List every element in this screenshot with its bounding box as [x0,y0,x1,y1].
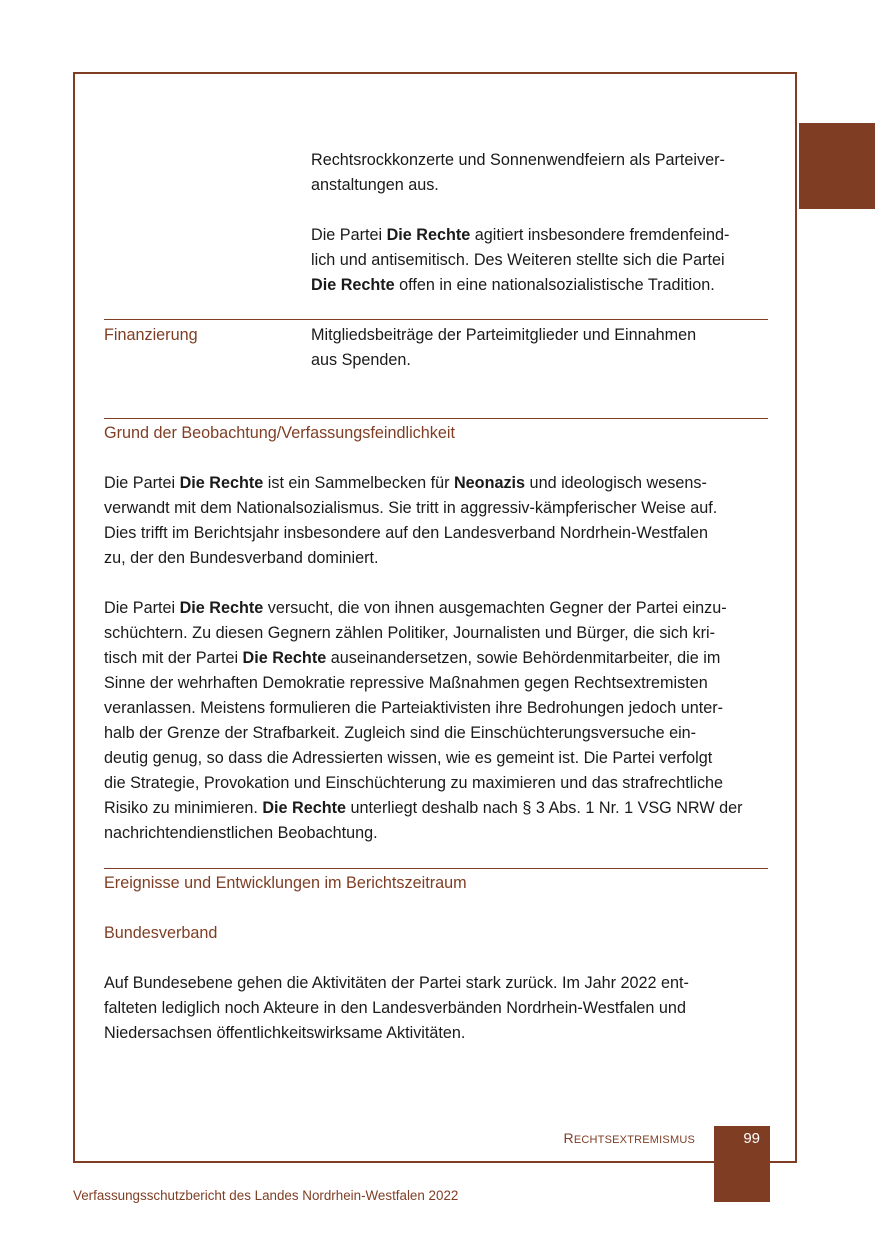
financing-label: Finanzierung [104,326,198,344]
text-span: Risiko zu minimieren. [104,799,263,817]
party-name: Die Rechte [179,474,264,492]
party-name: Die Rechte [386,226,471,244]
divider [104,319,768,320]
page-number: 99 [743,1130,760,1147]
text-span: agitiert insbesondere fremdenfeind- [470,226,730,244]
text-span: ist ein Sammelbecken für [263,474,454,492]
text-span: Die Partei [104,474,180,492]
publication-title: Verfassungsschutzbericht des Landes Nordrhein-Westfalen 2022 [73,1188,459,1203]
text-line: deutig genug, so dass die Adressierten wissen, wie es gemeint ist. Die Partei verfolgt [104,749,713,767]
upper-paragraph-2 [311,223,768,298]
text-span: unterliegt deshalb nach § 3 Abs. 1 Nr. 1 VSG NRW der [346,799,743,817]
text-line: anstaltungen aus. [311,176,439,194]
section-initial: R [563,1130,574,1146]
party-name: Die Rechte [262,799,346,817]
text-line: Sinne der wehrhaften Demokratie repressive Maßnahmen gegen Rechtsextremisten [104,674,708,692]
text-line: falteten lediglich noch Akteure in den Landesverbänden Nordrhein-Westfalen und [104,999,686,1017]
text-line: Auf Bundesebene gehen die Aktivitäten der Partei stark zurück. Im Jahr 2022 ent- [104,974,689,992]
text-line: aus Spenden. [311,351,411,369]
text-line: nachrichtendienstlichen Beobachtung. [104,824,378,842]
section-rest: ECHTSEXTREMISMUS [573,1134,695,1146]
text-span: tisch mit der Partei [104,649,243,667]
running-footer-section [564,1130,695,1146]
emphasis: Neonazis [453,474,526,492]
financing-value [311,323,768,373]
text-line: Mitgliedsbeiträge der Parteimitglieder und Einnahmen [311,326,697,344]
text-line: schüchtern. Zu diesen Gegnern zählen Politiker, Journalisten und Bürger, die sich kri- [104,624,715,642]
upper-paragraph-1 [311,148,768,198]
text-span: versucht, die von ihnen ausgemachten Gegner der Partei einzu- [263,599,727,617]
text-span: Die Partei [311,226,387,244]
text-span: auseinandersetzen, sowie Behördenmitarbeiter, die im [326,649,721,667]
observation-paragraph-2 [104,596,768,846]
text-span: und ideologisch wesens- [525,474,707,492]
financing-row [104,323,768,369]
observation-paragraph-1 [104,471,768,571]
text-span: Die Partei [104,599,180,617]
text-line: veranlassen. Meistens formulieren die Parteiaktivisten ihre Bedrohungen jedoch unter- [104,699,724,717]
text-line: halb der Grenze der Strafbarkeit. Zugleich sind die Einschüchterungsversuche ein- [104,724,697,742]
text-span: lich und antisemitisch. Des Weiteren stellte sich die Partei [311,251,725,269]
events-paragraph [104,971,768,1046]
chapter-tab [799,123,875,209]
text-line: Niedersachsen öffentlichkeitswirksame Aktivitäten. [104,1024,466,1042]
page-number-box [714,1126,770,1202]
text-line: verwandt mit dem Nationalsozialismus. Sie tritt in aggressiv-kämpferischer Weise auf. [104,499,718,517]
text-span: offen in eine nationalsozialistische Tradition. [394,276,715,294]
divider [104,418,768,419]
text-line: Rechtsrockkonzerte und Sonnenwendfeiern als Parteiver- [311,151,725,169]
party-name: Die Rechte [242,649,327,667]
divider [104,868,768,869]
text-line: zu, der den Bundesverband dominiert. [104,549,379,567]
section-heading-events: Ereignisse und Entwicklungen im Berichtszeitraum [104,874,467,892]
party-name: Die Rechte [311,276,395,294]
party-name: Die Rechte [179,599,264,617]
subheading-bundesverband: Bundesverband [104,924,218,942]
section-heading-observation: Grund der Beobachtung/Verfassungsfeindlichkeit [104,424,455,442]
text-line: Dies trifft im Berichtsjahr insbesondere auf den Landesverband Nordrhein-Westfalen [104,524,709,542]
text-line: die Strategie, Provokation und Einschüchterung zu maximieren und das strafrechtliche [104,774,724,792]
